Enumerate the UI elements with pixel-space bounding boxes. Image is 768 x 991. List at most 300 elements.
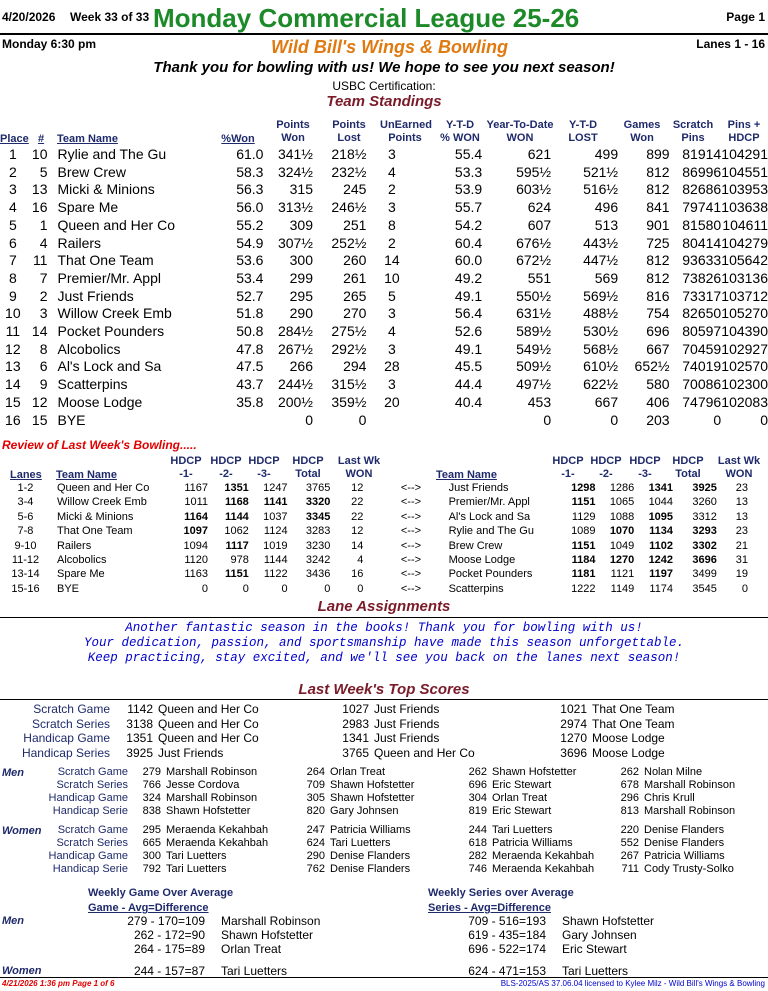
series-over-avg-title: Weekly Series over Average xyxy=(428,887,574,899)
score-value: 296 xyxy=(620,792,639,804)
review-right-won: 23 xyxy=(735,525,748,538)
standings-ytd-pct: 49.1 xyxy=(454,340,483,357)
bowler-name: Meraenda Kekahbah xyxy=(492,850,595,862)
standings-place: 14 xyxy=(5,376,21,393)
standings-ytd-pct: 54.2 xyxy=(454,216,483,233)
review-left-won: 12 xyxy=(351,525,364,538)
standings-team-name: Queen and Her Co xyxy=(57,216,176,233)
review-left-game1: 0 xyxy=(201,582,209,595)
standings-games-won: 667 xyxy=(646,340,670,357)
standings-points-won: 341½ xyxy=(277,146,313,162)
men-score-row xyxy=(0,805,768,818)
oa-men-label: Men xyxy=(2,915,24,927)
review-left-game3: 1037 xyxy=(263,510,288,523)
review-right-total: 3312 xyxy=(692,510,717,523)
over-avg-calc: 279 - 170=109 xyxy=(127,914,205,928)
score-value: 762 xyxy=(306,863,325,875)
bowler-name: Cody Trusty-Solko xyxy=(644,863,734,875)
standings-table xyxy=(0,146,768,429)
bowler-name: Patricia Williams xyxy=(644,850,725,862)
women-score-row xyxy=(0,850,768,863)
review-left-won: 22 xyxy=(351,510,364,523)
standings-place: 8 xyxy=(8,269,17,286)
standings-scratch-pins: 74796 xyxy=(682,393,722,410)
score-value: 820 xyxy=(306,805,325,817)
bowler-name: Patricia Williams xyxy=(330,824,411,836)
review-team-left: BYE xyxy=(56,582,79,595)
standings-unearned-points: 3 xyxy=(387,146,396,162)
standings-points-lost: 260 xyxy=(343,252,367,269)
bowler-name: Shawn Hofstetter xyxy=(166,805,251,817)
review-team-right: Pocket Pounders xyxy=(448,568,533,581)
standings-ytd-won: 453 xyxy=(527,393,552,410)
lane-message-line-3: Keep practicing, stay excited, and we'll see you back on the lanes next season! xyxy=(87,651,681,665)
standings-ytd-pct: 60.0 xyxy=(454,252,483,269)
standings-ytd-lost: 568½ xyxy=(583,340,619,357)
review-left-game2: 1151 xyxy=(224,568,249,581)
team-name: Just Friends xyxy=(158,745,224,760)
score-value: 746 xyxy=(468,863,487,875)
review-left-game3: 0 xyxy=(281,582,288,595)
review-left-game3: 1124 xyxy=(263,525,288,538)
review-right-game2: 1065 xyxy=(609,496,635,509)
standings-games-won: 812 xyxy=(646,269,670,286)
center-name: Wild Bill's Wings & Bowling xyxy=(271,37,508,57)
versus-arrow: <--> xyxy=(400,582,422,595)
over-avg-bowler: Gary Johnsen xyxy=(562,928,637,942)
review-left-game2: 1351 xyxy=(224,482,249,494)
score-value: 819 xyxy=(468,805,487,817)
col-ytd-lost: Y-T-D LOST xyxy=(568,119,598,144)
standings-points-lost: 245 xyxy=(343,181,367,198)
standings-unearned-points: 8 xyxy=(387,216,396,233)
standings-pct-won: 56.3 xyxy=(236,181,264,198)
review-col-g1-left: HDCP -1- xyxy=(170,455,202,480)
standings-ytd-won: 621 xyxy=(527,146,552,162)
over-avg-bowler: Marshall Robinson xyxy=(221,914,321,928)
review-title: Review of Last Week's Bowling..... xyxy=(2,438,197,452)
standings-team-number: 1 xyxy=(39,216,48,233)
standings-team-number: 11 xyxy=(32,252,48,269)
score-value: 1270 xyxy=(560,731,587,745)
report-date: 4/20/2026 xyxy=(2,10,56,24)
score-category: Handicap Serie xyxy=(52,863,128,875)
standings-ytd-won: 603½ xyxy=(516,181,552,198)
review-right-game1: 1129 xyxy=(571,510,596,523)
review-team-right: Brew Crew xyxy=(448,539,503,552)
standings-row xyxy=(0,376,768,394)
standings-place: 9 xyxy=(8,287,17,304)
review-lanes: 11-12 xyxy=(11,554,40,567)
score-value: 220 xyxy=(620,824,639,836)
standings-games-won: 812 xyxy=(646,181,670,198)
top-scores-title: Last Week's Top Scores xyxy=(298,681,470,698)
standings-ytd-pct: 40.4 xyxy=(454,393,483,410)
standings-pins-hdcp: 103638 xyxy=(721,199,768,216)
standings-team-number: 8 xyxy=(39,340,48,357)
bowler-name: Denise Flanders xyxy=(330,863,411,875)
women-score-row xyxy=(0,837,768,850)
review-left-game1: 1097 xyxy=(183,525,209,538)
standings-place: 6 xyxy=(8,234,17,251)
col-pct-won: %Won xyxy=(221,133,255,145)
standings-team-number: 14 xyxy=(31,323,48,340)
standings-team-name: That One Team xyxy=(57,252,154,269)
standings-scratch-pins: 70459 xyxy=(682,340,722,357)
standings-unearned-points: 4 xyxy=(387,163,396,180)
game-over-avg-title: Weekly Game Over Average xyxy=(88,887,234,899)
standings-ytd-won: 624 xyxy=(527,199,552,216)
standings-pct-won: 47.8 xyxy=(236,340,264,357)
team-top-scores xyxy=(0,702,768,760)
score-category: Scratch Game xyxy=(33,702,110,716)
review-right-game2: 1286 xyxy=(609,482,635,494)
standings-scratch-pins: 80414 xyxy=(682,234,722,251)
score-value: 1021 xyxy=(560,702,587,716)
review-right-total: 3302 xyxy=(692,539,717,552)
lane-assignments-title: Lane Assignments xyxy=(317,598,451,615)
team-score-row xyxy=(0,746,768,761)
standings-ytd-lost: 610½ xyxy=(583,358,619,375)
standings-team-name: Willow Creek Emb xyxy=(57,305,172,322)
standings-ytd-pct: 60.4 xyxy=(454,234,483,251)
review-team-left: Alcobolics xyxy=(56,554,107,567)
standings-games-won: 652½ xyxy=(634,358,670,375)
standings-ytd-won: 631½ xyxy=(516,305,552,322)
score-value: 244 xyxy=(468,824,487,836)
standings-unearned-points: 10 xyxy=(384,269,400,286)
bowler-name: Tari Luetters xyxy=(330,837,391,849)
standings-row xyxy=(0,217,768,235)
standings-scratch-pins: 86996 xyxy=(682,163,722,180)
score-value: 766 xyxy=(142,779,161,791)
standings-ytd-lost: 496 xyxy=(594,199,619,216)
review-lanes: 15-16 xyxy=(11,582,40,595)
score-category: Handicap Series xyxy=(21,745,110,760)
standings-pct-won: 53.6 xyxy=(236,252,264,269)
versus-arrow: <--> xyxy=(400,525,422,538)
standings-pins-hdcp: 102927 xyxy=(721,340,768,357)
review-lanes: 13-14 xyxy=(11,568,40,581)
score-value: 247 xyxy=(306,824,325,836)
standings-pins-hdcp: 105270 xyxy=(721,305,768,322)
standings-games-won: 841 xyxy=(646,199,670,216)
col-points-lost: Points Lost xyxy=(332,119,366,144)
men-score-row xyxy=(0,779,768,792)
standings-pins-hdcp: 104279 xyxy=(721,234,768,251)
standings-ytd-won: 589½ xyxy=(516,323,552,340)
standings-team-number: 15 xyxy=(31,411,48,428)
standings-pins-hdcp: 102083 xyxy=(721,393,768,410)
page-number: Page 1 xyxy=(726,10,765,24)
standings-games-won: 899 xyxy=(646,146,670,162)
day-time: Monday 6:30 pm xyxy=(2,37,97,51)
score-value: 290 xyxy=(306,850,325,862)
standings-games-won: 816 xyxy=(646,287,670,304)
score-value: 2974 xyxy=(560,716,587,731)
score-value: 304 xyxy=(468,792,487,804)
standings-place: 5 xyxy=(8,216,17,233)
standings-row xyxy=(0,199,768,217)
versus-arrow: <--> xyxy=(400,482,422,494)
standings-points-lost: 246½ xyxy=(331,199,367,216)
standings-pins-hdcp: 104390 xyxy=(721,323,768,340)
col-unearned: UnEarned Points xyxy=(380,119,432,144)
review-left-game3: 1144 xyxy=(263,554,288,567)
standings-pct-won: 53.4 xyxy=(236,269,264,286)
standings-ytd-won: 550½ xyxy=(516,287,552,304)
score-value: 838 xyxy=(142,805,161,817)
standings-ytd-won: 0 xyxy=(543,411,552,428)
review-left-total: 3230 xyxy=(305,539,331,552)
standings-scratch-pins: 0 xyxy=(713,411,722,428)
standings-ytd-won: 595½ xyxy=(516,163,552,180)
standings-ytd-lost: 622½ xyxy=(583,376,619,393)
bowler-name: Tari Luetters xyxy=(492,824,553,836)
review-right-won: 0 xyxy=(741,582,748,595)
standings-points-won: 267½ xyxy=(277,340,313,357)
review-left-total: 3436 xyxy=(305,568,331,581)
review-team-right: Premier/Mr. Appl xyxy=(448,496,530,509)
standings-ytd-pct xyxy=(417,412,482,430)
standings-team-name: BYE xyxy=(57,411,86,428)
standings-pct-won xyxy=(236,412,263,430)
footer-license: BLS-2025/AS 37.06.04 licensed to Kylee Milz - Wild Bill's Wings & Bowling xyxy=(500,979,765,988)
header-rule xyxy=(0,33,768,35)
standings-row xyxy=(0,146,768,164)
review-col-g1-right: HDCP -1- xyxy=(552,455,584,480)
standings-ytd-pct: 44.4 xyxy=(454,376,483,393)
col-pins-hdcp: Pins + HDCP xyxy=(727,119,761,144)
score-value: 324 xyxy=(142,792,161,804)
standings-points-lost: 252½ xyxy=(331,234,367,251)
review-left-game1: 1094 xyxy=(183,539,209,552)
league-title: Monday Commercial League 25-26 xyxy=(153,3,580,33)
bowler-name: Patricia Williams xyxy=(492,837,573,849)
standings-team-number: 16 xyxy=(31,199,48,216)
standings-ytd-won: 551 xyxy=(527,269,552,286)
bowler-name: Eric Stewart xyxy=(492,779,552,791)
review-right-game3: 1134 xyxy=(649,525,674,538)
oa-women-label: Women xyxy=(2,965,42,977)
standings-row xyxy=(0,412,768,430)
score-value: 2983 xyxy=(342,716,369,731)
review-row xyxy=(0,524,768,538)
bowler-name: Meraenda Kekahbah xyxy=(166,824,269,836)
review-right-game3: 1044 xyxy=(648,496,674,509)
score-value: 279 xyxy=(142,766,161,778)
review-left-game2: 1062 xyxy=(224,525,249,538)
review-right-won: 23 xyxy=(735,482,748,494)
score-value: 1027 xyxy=(342,702,369,716)
standings-place: 1 xyxy=(8,146,17,162)
review-table xyxy=(0,481,768,596)
standings-points-lost: 261 xyxy=(343,269,367,286)
women-top-scores xyxy=(0,824,768,876)
review-team-right: Scatterpins xyxy=(448,582,504,595)
usbc-certification: USBC Certification: xyxy=(332,79,436,93)
standings-points-won: 295 xyxy=(289,287,313,304)
review-left-game3: 1122 xyxy=(263,568,288,581)
bowler-name: Nolan Milne xyxy=(644,766,703,778)
bowler-name: Denise Flanders xyxy=(330,850,411,862)
standings-ytd-lost: 0 xyxy=(610,411,619,428)
standings-place: 2 xyxy=(8,163,17,180)
standings-row xyxy=(0,235,768,253)
men-top-scores xyxy=(0,766,768,818)
review-row xyxy=(0,567,768,581)
standings-ytd-lost: 447½ xyxy=(583,252,619,269)
score-category: Scratch Series xyxy=(31,716,110,731)
bowler-name: Tari Luetters xyxy=(166,863,227,875)
standings-pct-won: 43.7 xyxy=(236,376,264,393)
standings-ytd-lost: 443½ xyxy=(583,234,619,251)
standings-ytd-lost: 569 xyxy=(594,269,619,286)
review-right-game3: 1102 xyxy=(649,539,674,552)
standings-points-lost: 315½ xyxy=(331,376,367,393)
review-right-total: 3499 xyxy=(692,568,717,581)
men-score-row xyxy=(0,792,768,805)
review-left-total: 3242 xyxy=(305,554,331,567)
review-lanes: 7-8 xyxy=(17,525,34,538)
over-avg-bowler: Eric Stewart xyxy=(562,942,627,956)
col-points-won: Points Won xyxy=(276,119,310,144)
standings-pct-won: 35.8 xyxy=(236,393,264,410)
over-avg-calc: 244 - 157=87 xyxy=(133,964,205,978)
bowler-name: Shawn Hofstetter xyxy=(492,766,577,778)
lanes-range: Lanes 1 - 16 xyxy=(696,37,765,51)
review-col-lanes: Lanes xyxy=(10,469,42,481)
over-avg-bowler: Shawn Hofstetter xyxy=(221,928,314,942)
bowler-name: Orlan Treat xyxy=(492,792,548,804)
standings-place: 10 xyxy=(5,305,21,322)
standings-unearned-points: 3 xyxy=(387,199,396,216)
score-value: 267 xyxy=(620,850,639,862)
over-avg-calc: 624 - 471=153 xyxy=(468,964,546,978)
score-value: 1142 xyxy=(127,702,153,716)
col-scratch-pins: Scratch Pins xyxy=(672,119,714,144)
review-lanes: 1-2 xyxy=(17,482,34,494)
versus-arrow: <--> xyxy=(400,554,422,567)
standings-team-number: 10 xyxy=(31,146,48,162)
team-name: Moose Lodge xyxy=(592,745,665,760)
standings-scratch-pins: 82686 xyxy=(682,181,722,198)
review-row xyxy=(0,553,768,567)
review-col-g3-right: HDCP -3- xyxy=(629,455,661,480)
score-value: 3138 xyxy=(126,716,153,731)
standings-place: 13 xyxy=(5,358,21,375)
review-right-game3: 1197 xyxy=(649,568,674,581)
standings-pct-won: 56.0 xyxy=(236,199,264,216)
review-row xyxy=(0,481,768,495)
review-right-game1: 1222 xyxy=(571,582,596,595)
over-avg-calc: 709 - 516=193 xyxy=(468,914,546,928)
standings-scratch-pins: 82650 xyxy=(682,305,722,322)
standings-pins-hdcp: 103712 xyxy=(721,287,768,304)
standings-pct-won: 50.8 xyxy=(236,323,264,340)
standings-pins-hdcp: 103953 xyxy=(721,181,768,198)
standings-pins-hdcp: 102300 xyxy=(721,376,768,393)
standings-ytd-pct: 52.6 xyxy=(454,323,483,340)
review-left-total: 3345 xyxy=(305,510,331,523)
standings-unearned-points: 14 xyxy=(384,252,400,269)
col-place: Place xyxy=(0,133,29,145)
standings-pins-hdcp: 103136 xyxy=(721,269,768,286)
week-label: Week 33 of 33 xyxy=(70,10,150,24)
standings-games-won: 812 xyxy=(646,252,670,269)
standings-games-won: 580 xyxy=(646,376,670,393)
standings-points-won: 309 xyxy=(289,216,313,233)
standings-points-won: 290 xyxy=(289,305,313,322)
standings-scratch-pins: 81914 xyxy=(682,146,722,162)
standings-scratch-pins: 74019 xyxy=(682,358,722,375)
standings-place: 15 xyxy=(5,393,21,410)
review-right-game1: 1089 xyxy=(571,525,596,538)
standings-points-lost: 265 xyxy=(343,287,367,304)
standings-team-name: Al's Lock and Sa xyxy=(57,358,162,375)
review-left-game1: 1120 xyxy=(184,554,209,567)
standings-team-number: 9 xyxy=(39,376,48,393)
review-col-won-right: Last Wk WON xyxy=(717,455,761,480)
standings-team-name: Premier/Mr. Appl xyxy=(57,269,161,286)
standings-pct-won: 51.8 xyxy=(236,305,264,322)
standings-points-won: 200½ xyxy=(277,393,313,410)
standings-team-name: Just Friends xyxy=(57,287,134,304)
review-left-game3: 1141 xyxy=(263,496,288,509)
review-right-game1: 1184 xyxy=(571,554,596,567)
score-value: 3765 xyxy=(342,745,369,760)
standings-pins-hdcp: 104611 xyxy=(722,216,768,233)
standings-team-name: Rylie and The Gu xyxy=(57,146,167,162)
standings-team-number: 4 xyxy=(39,234,48,251)
review-right-game2: 1270 xyxy=(609,554,635,567)
women-label: Women xyxy=(2,825,42,837)
score-category: Scratch Series xyxy=(56,837,128,849)
lane-message-line-2: Your dedication, passion, and sportsmanship have made this season unforgettable. xyxy=(83,636,685,650)
standings-points-lost: 251 xyxy=(343,216,367,233)
score-value: 3696 xyxy=(560,745,587,760)
versus-arrow: <--> xyxy=(400,496,422,509)
score-value: 3925 xyxy=(126,745,153,760)
score-category: Handicap Game xyxy=(23,731,110,745)
review-row xyxy=(0,495,768,509)
standings-scratch-pins: 73317 xyxy=(682,287,722,304)
review-team-left: Queen and Her Co xyxy=(56,482,150,494)
team-name: Just Friends xyxy=(374,731,440,745)
standings-team-number: 12 xyxy=(31,393,48,410)
review-left-game1: 1164 xyxy=(184,510,209,523)
standings-unearned-points: 2 xyxy=(387,234,396,251)
review-team-left: Spare Me xyxy=(56,568,105,581)
standings-points-won: 307½ xyxy=(277,234,313,251)
review-right-won: 31 xyxy=(735,554,748,567)
over-avg-calc: 696 - 522=174 xyxy=(468,942,546,956)
bowler-name: Gary Johnsen xyxy=(330,805,399,817)
thank-you-message: Thank you for bowling with us! We hope to see you next season! xyxy=(153,59,615,76)
standings-ytd-pct: 56.4 xyxy=(454,305,483,322)
review-left-game3: 1247 xyxy=(263,482,288,494)
bowler-name: Meraenda Kekahbah xyxy=(492,863,595,875)
standings-ytd-pct: 45.5 xyxy=(454,358,483,375)
score-value: 665 xyxy=(142,837,161,849)
score-value: 618 xyxy=(468,837,487,849)
review-team-right: Just Friends xyxy=(448,482,509,494)
review-col-total-right: HDCP Total xyxy=(672,455,704,480)
standings-points-lost: 292½ xyxy=(331,340,367,357)
standings-unearned-points: 2 xyxy=(387,181,396,198)
standings-scratch-pins: 73826 xyxy=(682,269,722,286)
standings-points-won: 266 xyxy=(289,358,313,375)
